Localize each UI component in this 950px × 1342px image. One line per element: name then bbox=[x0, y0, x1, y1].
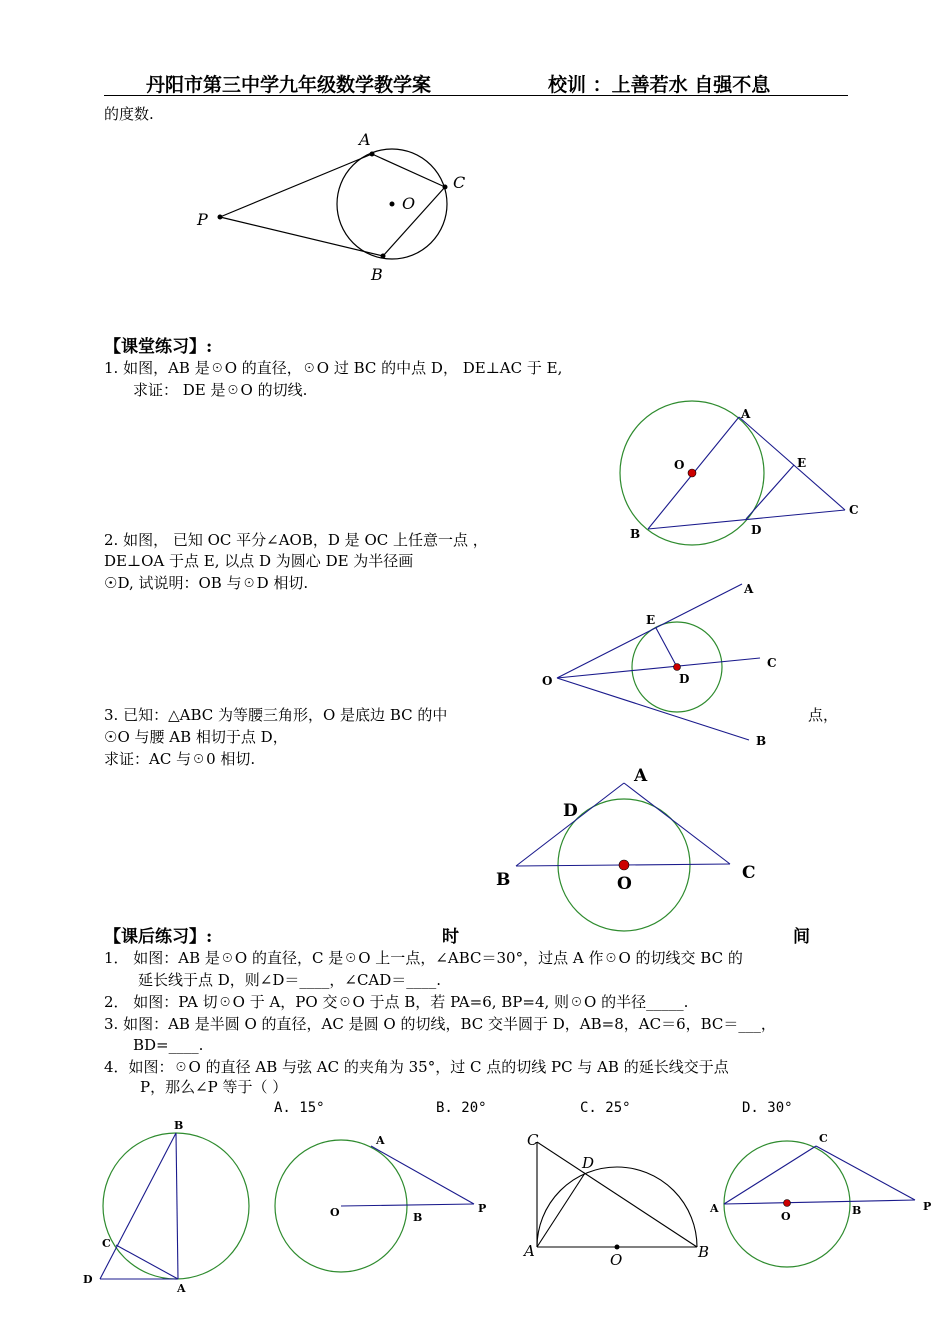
cw3-label-b: B bbox=[496, 870, 511, 890]
hw4-label-p: P bbox=[923, 1200, 932, 1213]
cw2-label-d: D bbox=[679, 672, 690, 686]
hw3-semicircle bbox=[537, 1167, 697, 1247]
fig-top-label-c: C bbox=[453, 173, 466, 192]
cw3-label-o: O bbox=[617, 874, 632, 894]
cw1-line-ac bbox=[739, 417, 845, 510]
hw-figure-4 bbox=[709, 1132, 931, 1267]
hw-figure-1 bbox=[83, 1119, 249, 1295]
fig-top-point-b bbox=[381, 254, 386, 259]
hw-figure-2 bbox=[275, 1134, 486, 1272]
cw3-label-c: C bbox=[742, 863, 756, 883]
cw-q1-line1: 1. 如图，AB 是☉O 的直径，☉O 过 BC 的中点 D， DE⊥AC 于 E, bbox=[104, 359, 563, 377]
cw-q3-line3: 求证：AC 与☉0 相切. bbox=[104, 750, 256, 768]
hw2-label-a: A bbox=[376, 1134, 385, 1147]
hw4-line-ap bbox=[724, 1200, 915, 1204]
classwork-title: 【课堂练习】: bbox=[104, 337, 213, 357]
hw-figure-3 bbox=[537, 1142, 697, 1247]
cw2-label-b: B bbox=[756, 734, 767, 748]
hw-q3-line2: BD=____. bbox=[133, 1036, 204, 1054]
cw-q2-line3: ☉D, 试说明：OB 与☉D 相切. bbox=[104, 574, 309, 592]
cw2-segment-de bbox=[656, 628, 677, 667]
cw-q1-line2: 求证： DE 是☉O 的切线. bbox=[133, 381, 308, 399]
header-motto: 校训 ：上善若水 自强不息 bbox=[548, 74, 771, 96]
hw-q4-line1: 4．如图：☉O 的直径 AB 与弦 AC 的夹角为 35°，过 C 点的切线 PC 与 AB 的延长线交于点 bbox=[104, 1058, 729, 1076]
hw2-tangent-pa bbox=[371, 1146, 474, 1204]
cw3-label-d: D bbox=[563, 801, 578, 821]
fig-top-label-o: O bbox=[402, 194, 416, 213]
cw2-ray-oc bbox=[557, 658, 760, 678]
hw4-label-c: C bbox=[819, 1132, 828, 1145]
hw-q4-option-b: B. 20° bbox=[436, 1100, 487, 1116]
hw3-label-d: D bbox=[582, 1154, 595, 1172]
hw-q1-line1: 1． 如图：AB 是☉O 的直径，C 是☉O 上一点，∠ABC＝30°，过点 A 作☉O 的切线交 BC 的 bbox=[104, 949, 743, 967]
hw2-label-o: O bbox=[330, 1206, 340, 1219]
header-title: 丹阳市第三中学九年级数学教学案 bbox=[146, 74, 432, 96]
hw1-diameter-ab bbox=[176, 1133, 178, 1279]
cw3-side-ac bbox=[624, 783, 730, 864]
fig-top-center bbox=[390, 202, 395, 207]
fig-top-point-c bbox=[443, 185, 448, 190]
fig-top-chord-ac bbox=[372, 154, 445, 187]
hw-q4-option-d: D. 30° bbox=[742, 1100, 793, 1116]
hw-q1-line2: 延长线于点 D，则∠D＝____，∠CAD＝____. bbox=[138, 971, 442, 989]
cw1-center bbox=[688, 469, 696, 477]
cw2-ray-ob bbox=[557, 678, 749, 740]
hw1-label-b: B bbox=[174, 1119, 184, 1132]
hw1-label-d: D bbox=[83, 1273, 93, 1286]
hw3-label-o: O bbox=[610, 1251, 623, 1269]
hw4-label-a: A bbox=[710, 1202, 719, 1215]
fig-top-label-a: A bbox=[359, 130, 371, 149]
hw3-line-ad bbox=[537, 1173, 585, 1247]
cw1-label-b: B bbox=[630, 527, 641, 541]
cw1-label-e: E bbox=[797, 456, 807, 470]
hw-q4-line2: P，那么∠P 等于（ ） bbox=[140, 1078, 288, 1096]
hw4-center bbox=[784, 1200, 791, 1207]
hw3-label-c: C bbox=[527, 1131, 539, 1149]
hw4-tangent-pc bbox=[816, 1146, 915, 1200]
fig-top-tangent-pb bbox=[220, 217, 383, 256]
homework-time-label: 时 bbox=[442, 927, 459, 947]
cw2-label-e: E bbox=[646, 613, 656, 627]
cw3-center-o bbox=[619, 860, 629, 870]
cw-figure-1 bbox=[620, 401, 859, 545]
fig-top-point-a bbox=[370, 152, 375, 157]
cw3-side-ab bbox=[516, 783, 624, 866]
cw1-line-de bbox=[746, 465, 794, 519]
cw-q3-line2: ☉O 与腰 AB 相切于点 D， bbox=[104, 728, 288, 746]
hw3-center-o bbox=[615, 1245, 620, 1250]
hw-q4-option-a: A. 15° bbox=[274, 1100, 325, 1116]
hw3-line-cb bbox=[537, 1142, 697, 1247]
cw1-label-o: O bbox=[674, 458, 685, 472]
homework-title: 【课后练习】: bbox=[104, 927, 213, 947]
cw1-label-a: A bbox=[741, 407, 751, 421]
cw2-label-c: C bbox=[767, 656, 777, 670]
fig-top-label-b: B bbox=[371, 265, 383, 284]
cw-q3-line1: 3. 已知：△ABC 为等腰三角形，O 是底边 BC 的中 bbox=[104, 706, 448, 724]
intro-tail-text: 的度数. bbox=[104, 105, 154, 123]
cw-q3-line1-end: 点， bbox=[808, 706, 839, 724]
cw1-label-d: D bbox=[751, 523, 762, 537]
hw4-chord-ac bbox=[724, 1146, 816, 1204]
cw2-label-o: O bbox=[542, 674, 553, 688]
cw-q2-line2: DE⊥OA 于点 E, 以点 D 为圆心 DE 为半径画 bbox=[104, 552, 414, 570]
hw2-label-p: P bbox=[478, 1202, 487, 1215]
cw-q2-line1: 2. 如图， 已知 OC 平分∠AOB，D 是 OC 上任意一点 ， bbox=[104, 531, 488, 549]
hw3-label-b: B bbox=[698, 1243, 710, 1261]
hw-q4-option-c: C. 25° bbox=[580, 1100, 631, 1116]
hw3-label-a: A bbox=[524, 1242, 535, 1260]
cw3-label-a: A bbox=[634, 766, 648, 786]
hw-q3-line1: 3. 如图：AB 是半圆 O 的直径，AC 是圆 O 的切线，BC 交半圆于 D，AB=8，AC＝6，BC＝___， bbox=[104, 1015, 776, 1033]
cw2-center-d bbox=[674, 664, 681, 671]
fig-top-label-p: P bbox=[197, 210, 208, 229]
fig-top-tangent-pa bbox=[220, 154, 372, 217]
hw-q2-line: 2． 如图：PA 切☉O 于 A，PO 交☉O 于点 B，若 PA=6, BP=4, 则☉O 的半径_____. bbox=[104, 993, 689, 1011]
cw1-label-c: C bbox=[849, 503, 859, 517]
hw1-chord-ca bbox=[116, 1245, 178, 1279]
hw1-label-c: C bbox=[102, 1237, 111, 1250]
hw1-label-a: A bbox=[177, 1282, 186, 1295]
cw-figure-2 bbox=[542, 582, 777, 748]
cw1-line-bc bbox=[648, 510, 845, 529]
homework-time-label-2: 间 bbox=[793, 927, 810, 947]
hw4-label-b: B bbox=[852, 1204, 862, 1217]
hw2-label-b: B bbox=[413, 1211, 423, 1224]
hw4-label-o: O bbox=[781, 1210, 791, 1223]
fig-top-point-p bbox=[218, 215, 223, 220]
cw2-label-a: A bbox=[744, 582, 754, 596]
cw2-ray-oa bbox=[557, 584, 742, 678]
cw-figure-3 bbox=[496, 766, 756, 931]
